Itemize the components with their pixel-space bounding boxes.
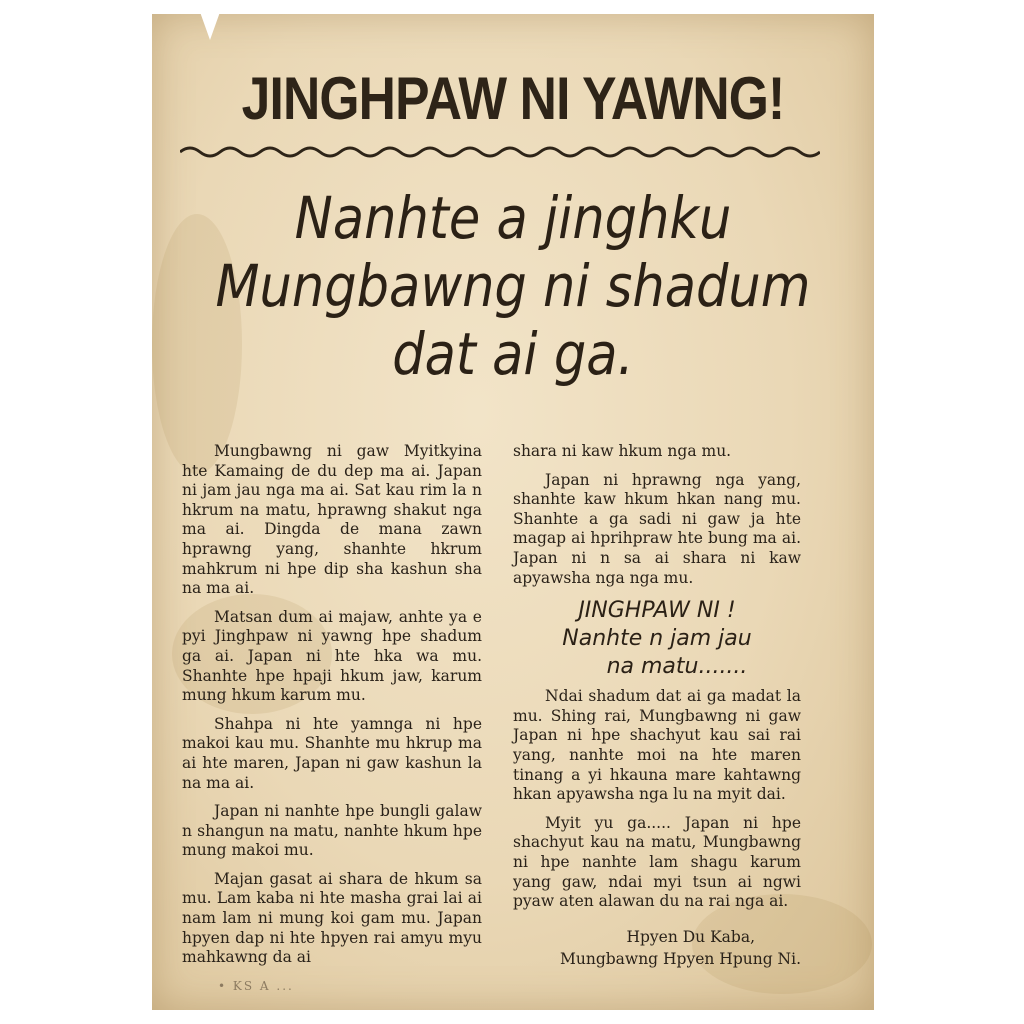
inset-heading-line-3: na matu....... [606,654,748,680]
body-paragraph: Myit yu ga..... Japan ni hpe shachyut kau na matu, Mungbawng ni hpe nanhte lam shagu karum yang gaw, ndai myi tsun ai ngwi pyaw aten alawan du na rai nga ai. [513,813,801,911]
body-paragraph: Japan ni hprawng nga yang, shanhte kaw hkum hkan nang mu. Shanhte a ga sadi ni gaw ja hte magap ai hprihpraw hte bung ma ai. Japan ni n sa ai shara ni kaw apyawsha nga nga mu. [513,470,801,587]
torn-notch [200,14,220,40]
body-paragraph: Shahpa ni hte yamnga ni hpe makoi kau mu. Shanhte mu hkrup ma ai hte maren, Japan ni gaw kashun la na ma ai. [182,714,482,792]
signature-block [513,926,801,970]
signature-title: Hpyen Du Kaba, [626,927,755,946]
body-paragraph: Japan ni nanhte hpe bungli galaw n shangun na matu, nanhte hkum hpe mung makoi mu. [182,802,482,860]
subheadline-line-2: Mungbawng ni shadum [215,252,811,320]
cutoff-text: • KS A ... [218,978,294,993]
leaflet-headline: JINGHPAW NI YAWNG! [241,65,785,132]
wavy-underline [180,142,820,162]
left-text-column [182,442,482,996]
subheadline-line-1: Nanhte a jinghku [294,184,732,252]
inset-heading-line-1: JINGHPAW NI ! [578,598,736,624]
body-paragraph: Ndai shadum dat ai ga madat la mu. Shing rai, Mungbawng ni gaw Japan ni hpe shachyut kau sai rai yang, nanhte moi na hte maren tinang a yi hkauna mare kahtawng hkan apyawsha nga lu na myit dai. [513,687,801,804]
inset-heading-line-2: Nanhte n jam jau [562,626,752,652]
inset-heading [513,597,801,681]
body-paragraph: Mungbawng ni gaw Myitkyina hte Kamaing de du dep ma ai. Japan ni jam jau nga ma ai. Sat kau rim la n hkrum na matu, hprawng shakut nga ma ai. Dingda de mana zawn hprawng yang, shanhte hkrum mahkrum ni hpe dip sha kashun sha na ma ai. [182,442,482,598]
right-text-column [513,442,801,970]
subheadline-line-3: dat ai ga. [392,320,634,388]
body-paragraph: Matsan dum ai majaw, anhte ya e pyi Jinghpaw ni yawng hpe shadum ga ai. Japan ni hte hka wa mu. Shanhte hpe hpaji hkum jaw, karum mung hkum karum mu. [182,607,482,705]
body-paragraph: shara ni kaw hkum nga mu. [513,442,732,460]
signature-organization: Mungbawng Hpyen Hpung Ni. [560,949,801,968]
leaflet-paper [152,14,874,1010]
body-paragraph: Majan gasat ai shara de hkum sa mu. Lam kaba ni hte masha grai lai ai nam lam ni mung koi gam mu. Japan hpyen dap ni hte hpyen rai amyu myu mahkawng da ai [182,869,482,967]
leaflet-subheadline [195,184,830,388]
